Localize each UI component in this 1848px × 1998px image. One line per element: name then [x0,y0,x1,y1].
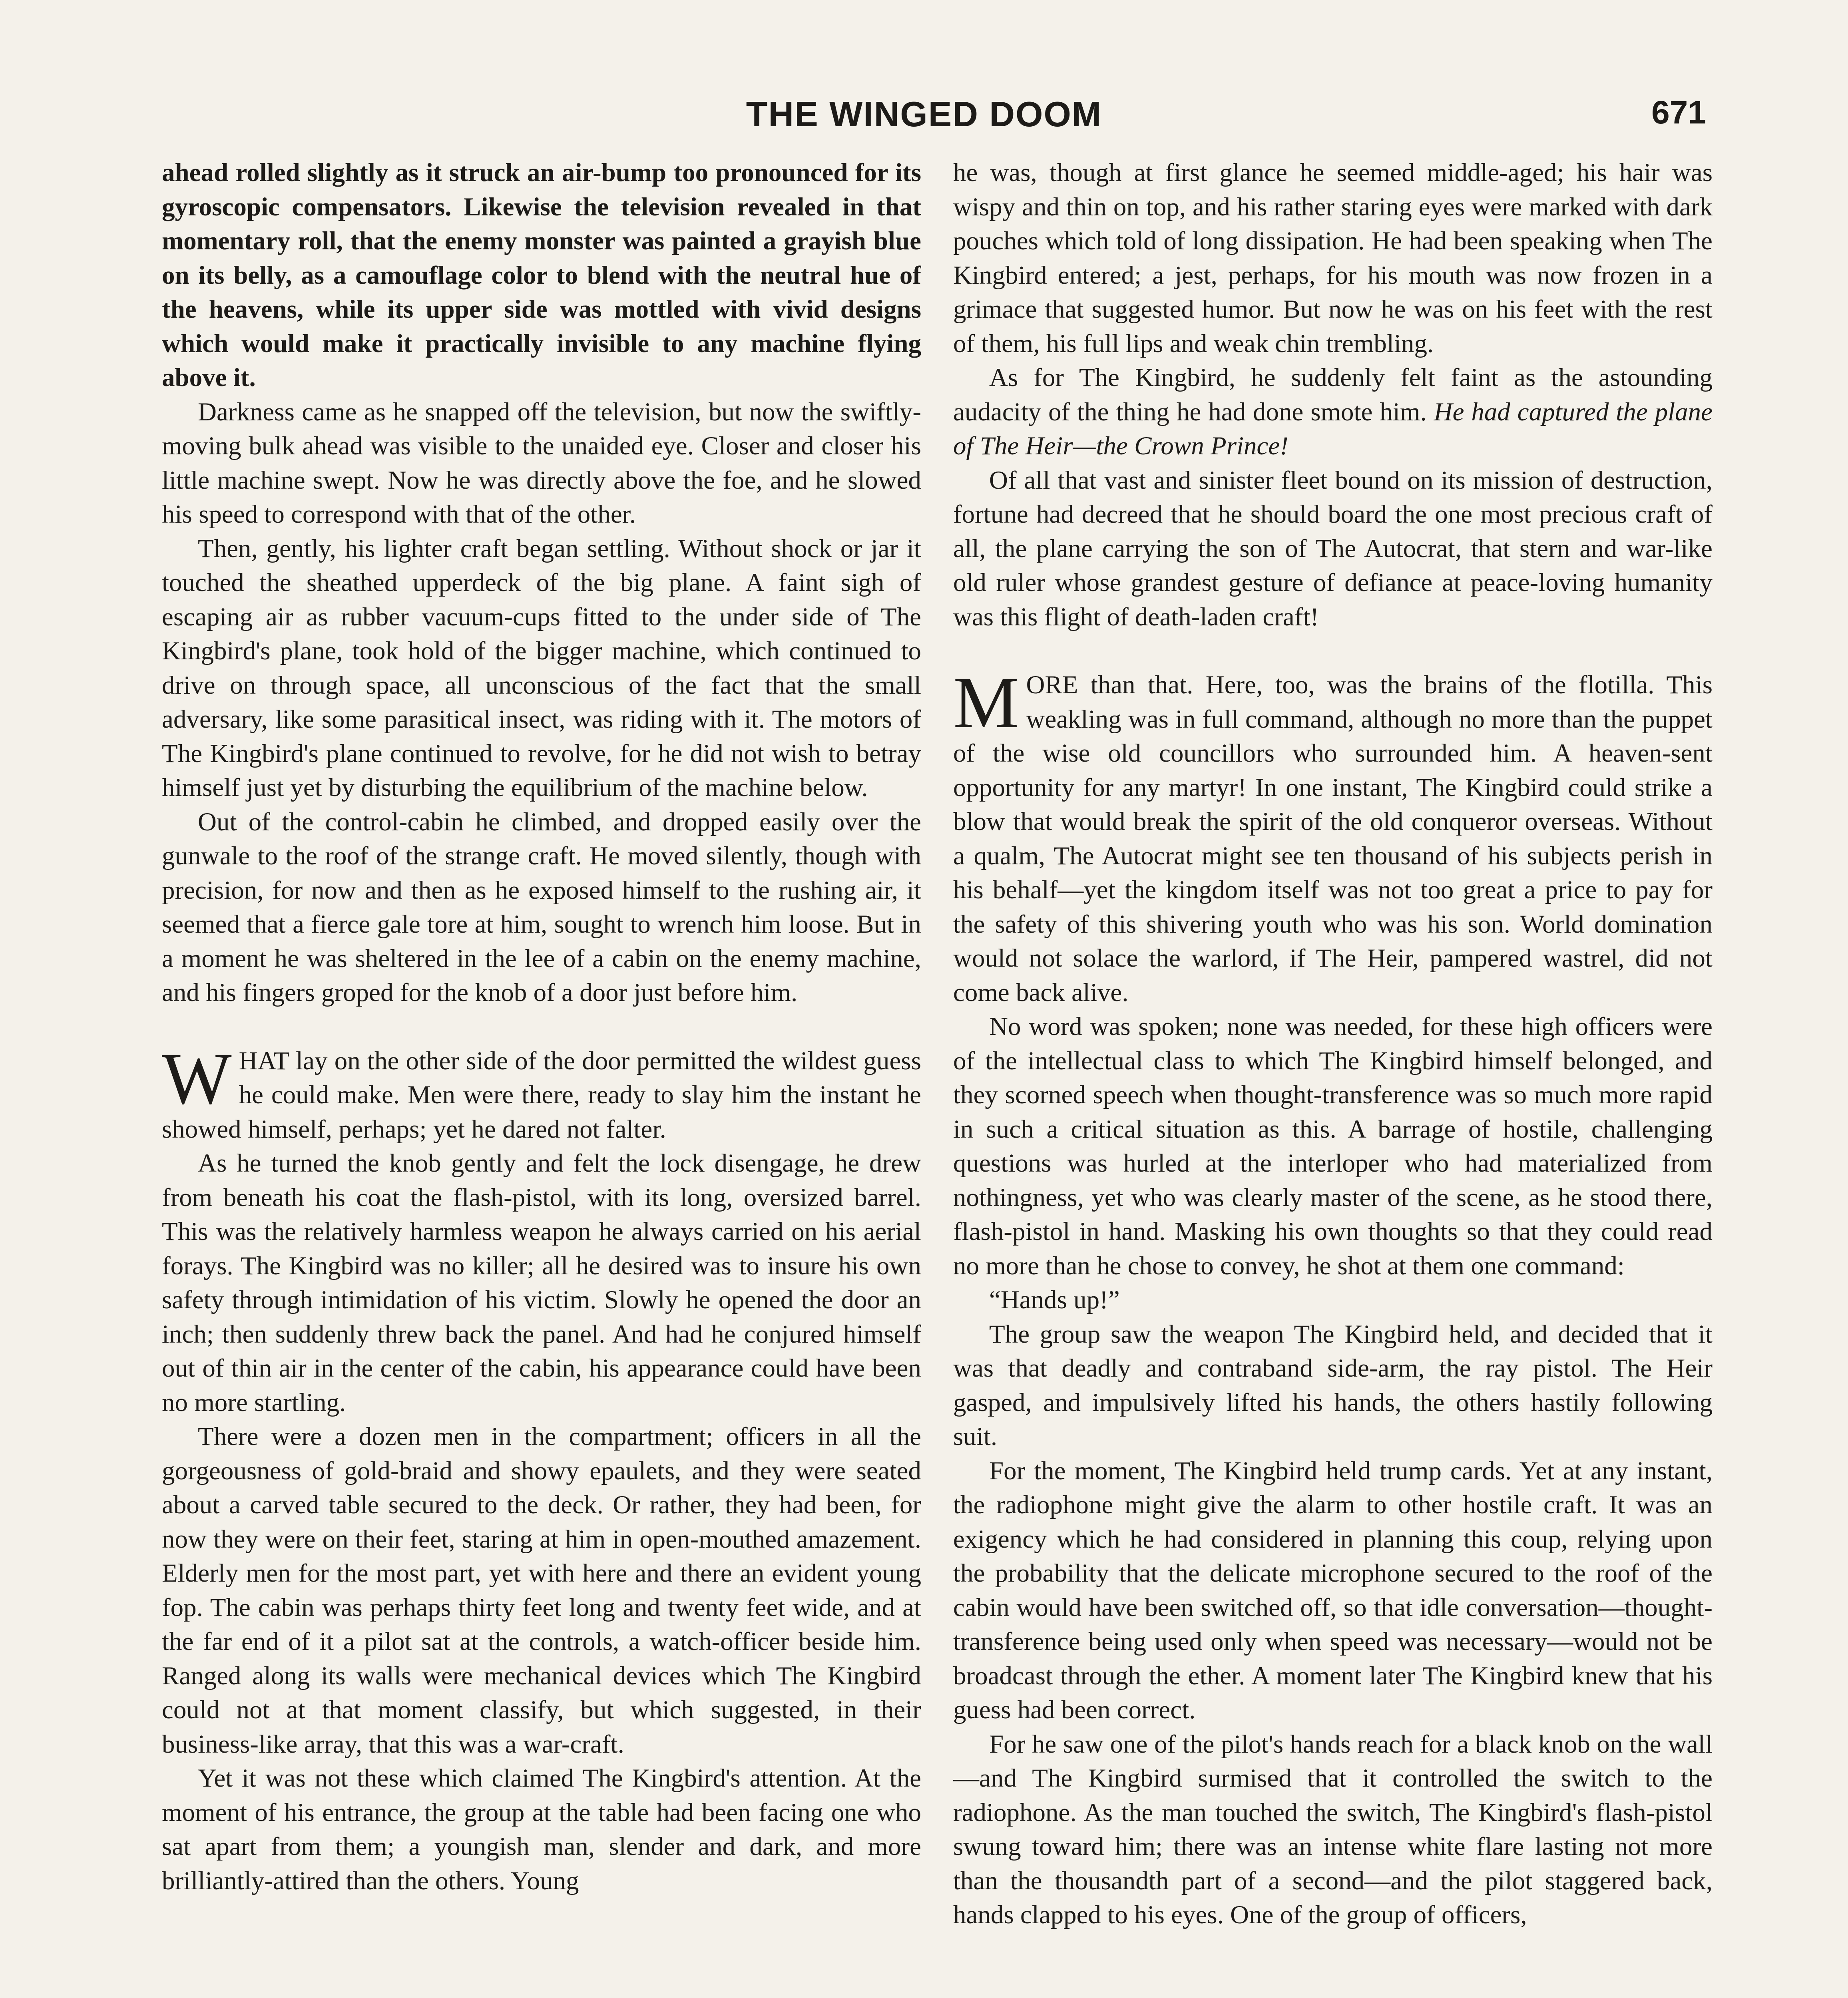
page-number: 671 [1651,94,1706,131]
paragraph: “Hands up!” [989,1286,1120,1314]
paragraph: he was, though at first glance he seemed middle-aged; his hair was wispy and thin on top, and his rather staring eyes were marked with dark pouches which told of long dissipation. He had been speaking when The Kingbird entered; a jest, perhaps, for his mouth was now frozen in a grimace that suggested humor. But now he was on his feet with the rest of them, his full lips and weak chin trembling. [953,158,1713,358]
paragraph: No word was spoken; none was needed, for these high officers were of the intellectual class to which The Kingbird himself belonged, and they scorned speech when thought-transference was so much more rapid in such a critical situation as this. A barrage of hostile, challenging questions was hurled at the interloper who had materialized from nothingness, yet who was clearly master of the scene, as he stood there, flash-pistol in hand. Masking his own thoughts so that they could read no more than he chose to convey, he shot at them one command: [953,1012,1713,1280]
left-column [162,156,921,1998]
page-title: THE WINGED DOOM [746,94,1102,134]
paragraph-with-dropcap [162,1037,921,1147]
paragraph: There were a dozen men in the compartment; officers in all the gorgeousness of gold-braid and showy epaulets, and they were seated about a carved table secured to the deck. Or rather, they had been, for now they were on their feet, staring at him in open-mouthed amazement. Elderly men for the most part, yet with here and there an evident young fop. The cabin was perhaps thirty feet long and twenty feet wide, and at the far end of it a pilot sat at the controls, a watch-officer beside him. Ranged along its walls were mechanical devices which The Kingbird could not at that moment classify, but which suggested, in their business-like array, that this was a war-craft. [162,1422,921,1759]
paragraph: Of all that vast and sinister fleet bound on its mission of destruction, fortune had decreed that he should board the one most precious craft of all, the plane carrying the son of The Autocrat, that stern and war-like old ruler whose grandest gesture of defiance at peace-loving humanity was this flight of death-laden craft! [953,466,1713,631]
paragraph: Darkness came as he snapped off the television, but now the swiftly-moving bulk ahead was visible to the unaided eye. Closer and closer his little machine swept. Now he was directly above the foe, and he slowed his speed to correspond with that of the other. [162,397,921,529]
drop-cap: W [162,1037,232,1120]
paragraph-text: ORE than that. Here, too, was the brains of the flotilla. This weakling was in full command, although no more than the puppet of the wise old councillors who surrounded him. A heaven-sent opportunity for any martyr! In one instant, The Kingbird could strike a blow that would break the spirit of the old conqueror overseas. Without a qualm, The Autocrat might see ten thousand of his subjects perish in his behalf—yet the kingdom itself was not too great a price to pay for the safety of this shivering youth who was his son. World domination would not solace the warlord, if The Heir, pampered wastrel, did not come back alive. [953,671,1713,1007]
paragraph: Yet it was not these which claimed The Kingbird's attention. At the moment of his entrance, the group at the table had been facing one who sat apart from them; a youngish man, slender and dark, and more brilliantly-attired than the others. Young [162,1764,921,1895]
section-break [162,1010,921,1044]
paragraph: For he saw one of the pilot's hands reach for a black knob on the wall—and The Kingbird surmised that it controlled the switch to the radiophone. As the man touched the switch, The Kingbird's flash-pistol swung toward him; there was an intense white flare lasting not more than the thousandth part of a second—and the pilot staggered back, hands clapped to his eyes. One of the group of officers, [953,1729,1713,1929]
paragraph-with-dropcap [953,662,1713,1010]
paragraph-text: As for The Kingbird, he suddenly felt faint as the astounding audacity of the thing he had done smote him. [953,363,1713,426]
paragraph [953,361,1713,464]
paragraph: Then, gently, his lighter craft began settling. Without shock or jar it touched the sheathed upperdeck of the big plane. A faint sigh of escaping air as rubber vacuum-cups fitted to the under side of The Kingbird's plane, took hold of the bigger machine, which continued to drive on through space, all unconscious of the fact that the small adversary, like some parasitical insect, was riding with it. The motors of The Kingbird's plane continued to revolve, for he did not wish to betray himself just yet by disturbing the equilibrium of the machine below. [162,534,921,802]
right-column [953,156,1713,1998]
paragraph: The group saw the weapon The Kingbird held, and decided that it was that deadly and contraband side-arm, the ray pistol. The Heir gasped, and impulsively lifted his hands, the others hastily following suit. [953,1319,1713,1451]
paragraph-text: HAT lay on the other side of the door permitted the wildest guess he could make. Men were there, ready to slay him the instant he showed himself, perhaps; yet he dared not falter. [162,1046,921,1144]
paragraph: ahead rolled slightly as it struck an air-bump too pronounced for its gyroscopic compensators. Likewise the television revealed in that momentary roll, that the enemy monster was painted a grayish blue on its belly, as a camouflage color to blend with the neutral hue of the heavens, while its upper side was mottled with vivid designs which would make it practically invisible to any machine flying above it. [162,158,921,392]
section-break [953,634,1713,668]
paragraph: Out of the control-cabin he climbed, and dropped easily over the gunwale to the roof of the strange craft. He moved silently, though with precision, for now and then as he exposed himself to the rushing air, it seemed that a fierce gale tore at him, sought to wrench him loose. But in a moment he was sheltered in the lee of a cabin on the enemy machine, and his fingers groped for the knob of a door just before him. [162,807,921,1007]
drop-cap: M [953,662,1019,744]
paragraph: As he turned the knob gently and felt the lock disengage, he drew from beneath his coat the flash-pistol, with its long, oversized barrel. This was the relatively harmless weapon he always carried on his aerial forays. The Kingbird was no killer; all he desired was to insure his own safety through intimidation of his victim. Slowly he opened the door an inch; then suddenly threw back the panel. And had he conjured himself out of thin air in the center of the cabin, his appearance could have been no more startling. [162,1149,921,1417]
running-header [0,94,1848,146]
paragraph: For the moment, The Kingbird held trump cards. Yet at any instant, the radiophone might give the alarm to other hostile craft. It was an exigency which he had considered in planning this coup, relying upon the probability that the delicate microphone secured to the roof of the cabin would have been switched off, so that idle conversation—thought-transference being used only when speed was necessary—would not be broadcast through the ether. A moment later The Kingbird knew that his guess had been correct. [953,1456,1713,1724]
italic-emphasis: He had captured the plane of The Heir—the Crown Prince! [953,397,1713,460]
